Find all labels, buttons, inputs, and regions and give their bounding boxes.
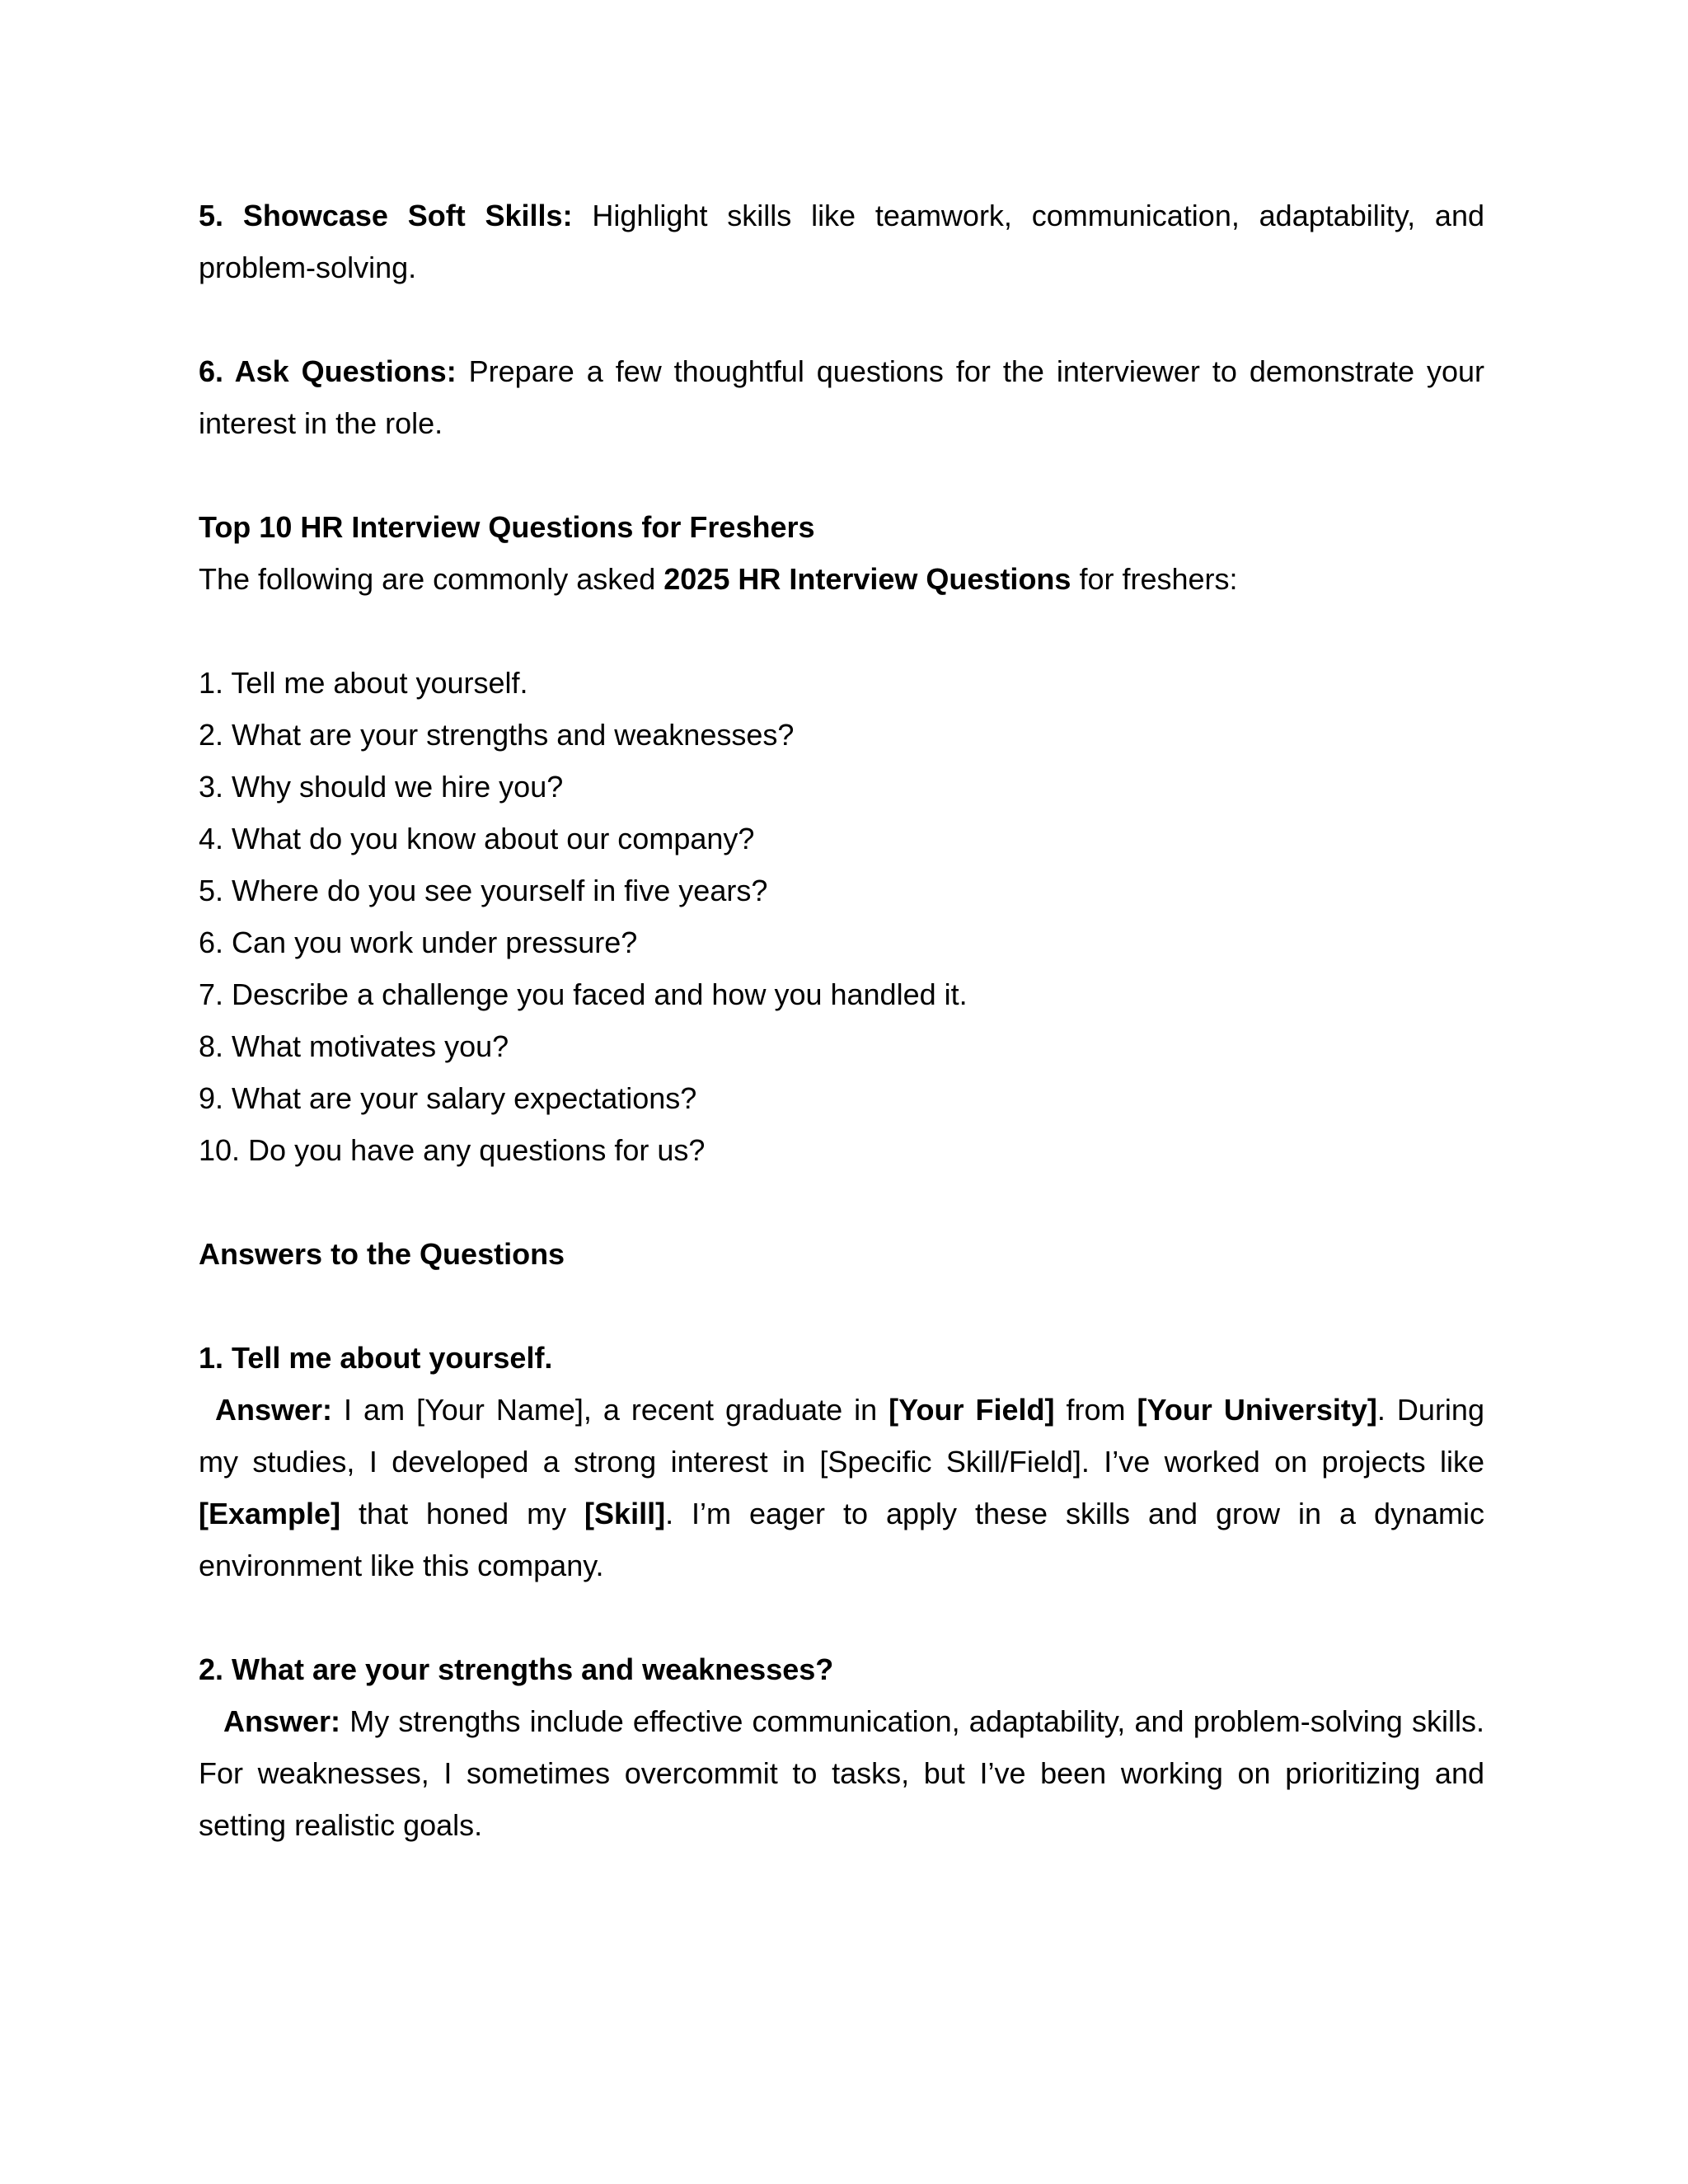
list-item: 2. What are your strengths and weaknesses? [199, 718, 795, 752]
answer-1-question: 1. Tell me about yourself. [199, 1341, 553, 1375]
list-item: 9. What are your salary expectations? [199, 1081, 697, 1115]
list-item: 4. What do you know about our company? [199, 822, 755, 855]
top-questions-intro [199, 553, 1484, 605]
answer-text: . During my studies, I developed a strong interest in [Specific Skill/Field]. I’ve worked on projects like [199, 1393, 1484, 1479]
spacer [199, 1280, 1484, 1332]
tip-title: 6. Ask Questions: [199, 354, 457, 388]
list-item: 1. Tell me about yourself. [199, 666, 528, 700]
tip-text: Prepare a few thoughtful questions for the interviewer to demonstrate your interest in the role. [199, 354, 1484, 440]
answer-bold: [Skill] [584, 1497, 666, 1530]
intro-text: for freshers: [1071, 562, 1238, 596]
answer-1-text [199, 1384, 1484, 1591]
answer-text: My strengths include effective communication, adaptability, and problem-solving skills. For weaknesses, I sometimes overcommit to tasks, but I’ve been working on prioritizing and setting realistic goals. [199, 1704, 1484, 1842]
spacer [199, 293, 1484, 345]
list-item: 8. What motivates you? [199, 1029, 509, 1063]
intro-bold: 2025 HR Interview Questions [663, 562, 1071, 596]
list-item: 3. Why should we hire you? [199, 770, 564, 804]
answer-text: from [1054, 1393, 1137, 1427]
intro-text: The following are commonly asked [199, 562, 664, 596]
spacer [199, 605, 1484, 657]
list-item: 7. Describe a challenge you faced and how you handled it. [199, 977, 968, 1011]
answer-text: that honed my [340, 1497, 585, 1530]
answer-2-text [199, 1695, 1484, 1851]
tip-soft-skills [199, 190, 1484, 293]
answer-label: Answer: [223, 1704, 341, 1738]
answers-heading: Answers to the Questions [199, 1237, 565, 1271]
answer-bold: [Your Field] [889, 1393, 1055, 1427]
answer-text: I am [Your Name], a recent graduate in [332, 1393, 889, 1427]
question-list [199, 657, 1484, 1176]
list-item: 5. Where do you see yourself in five years? [199, 874, 768, 907]
tip-ask-questions [199, 345, 1484, 449]
page-content [199, 190, 1484, 1851]
answer-label: Answer: [215, 1393, 333, 1427]
answer-text: . I’m eager to apply these skills and grow in a dynamic environment like this company. [199, 1497, 1484, 1582]
spacer [199, 449, 1484, 501]
list-item: 6. Can you work under pressure? [199, 926, 638, 959]
answer-bold: [Example] [199, 1497, 341, 1530]
spacer [199, 1591, 1484, 1643]
list-item: 10. Do you have any questions for us? [199, 1133, 706, 1167]
answer-2-question: 2. What are your strengths and weaknesses? [199, 1652, 834, 1686]
tip-text: Highlight skills like teamwork, communication, adaptability, and problem-solving. [199, 199, 1484, 284]
tip-title: 5. Showcase Soft Skills: [199, 199, 573, 232]
spacer [199, 1176, 1484, 1228]
answer-bold: [Your University] [1137, 1393, 1377, 1427]
top-questions-heading: Top 10 HR Interview Questions for Freshers [199, 510, 815, 544]
